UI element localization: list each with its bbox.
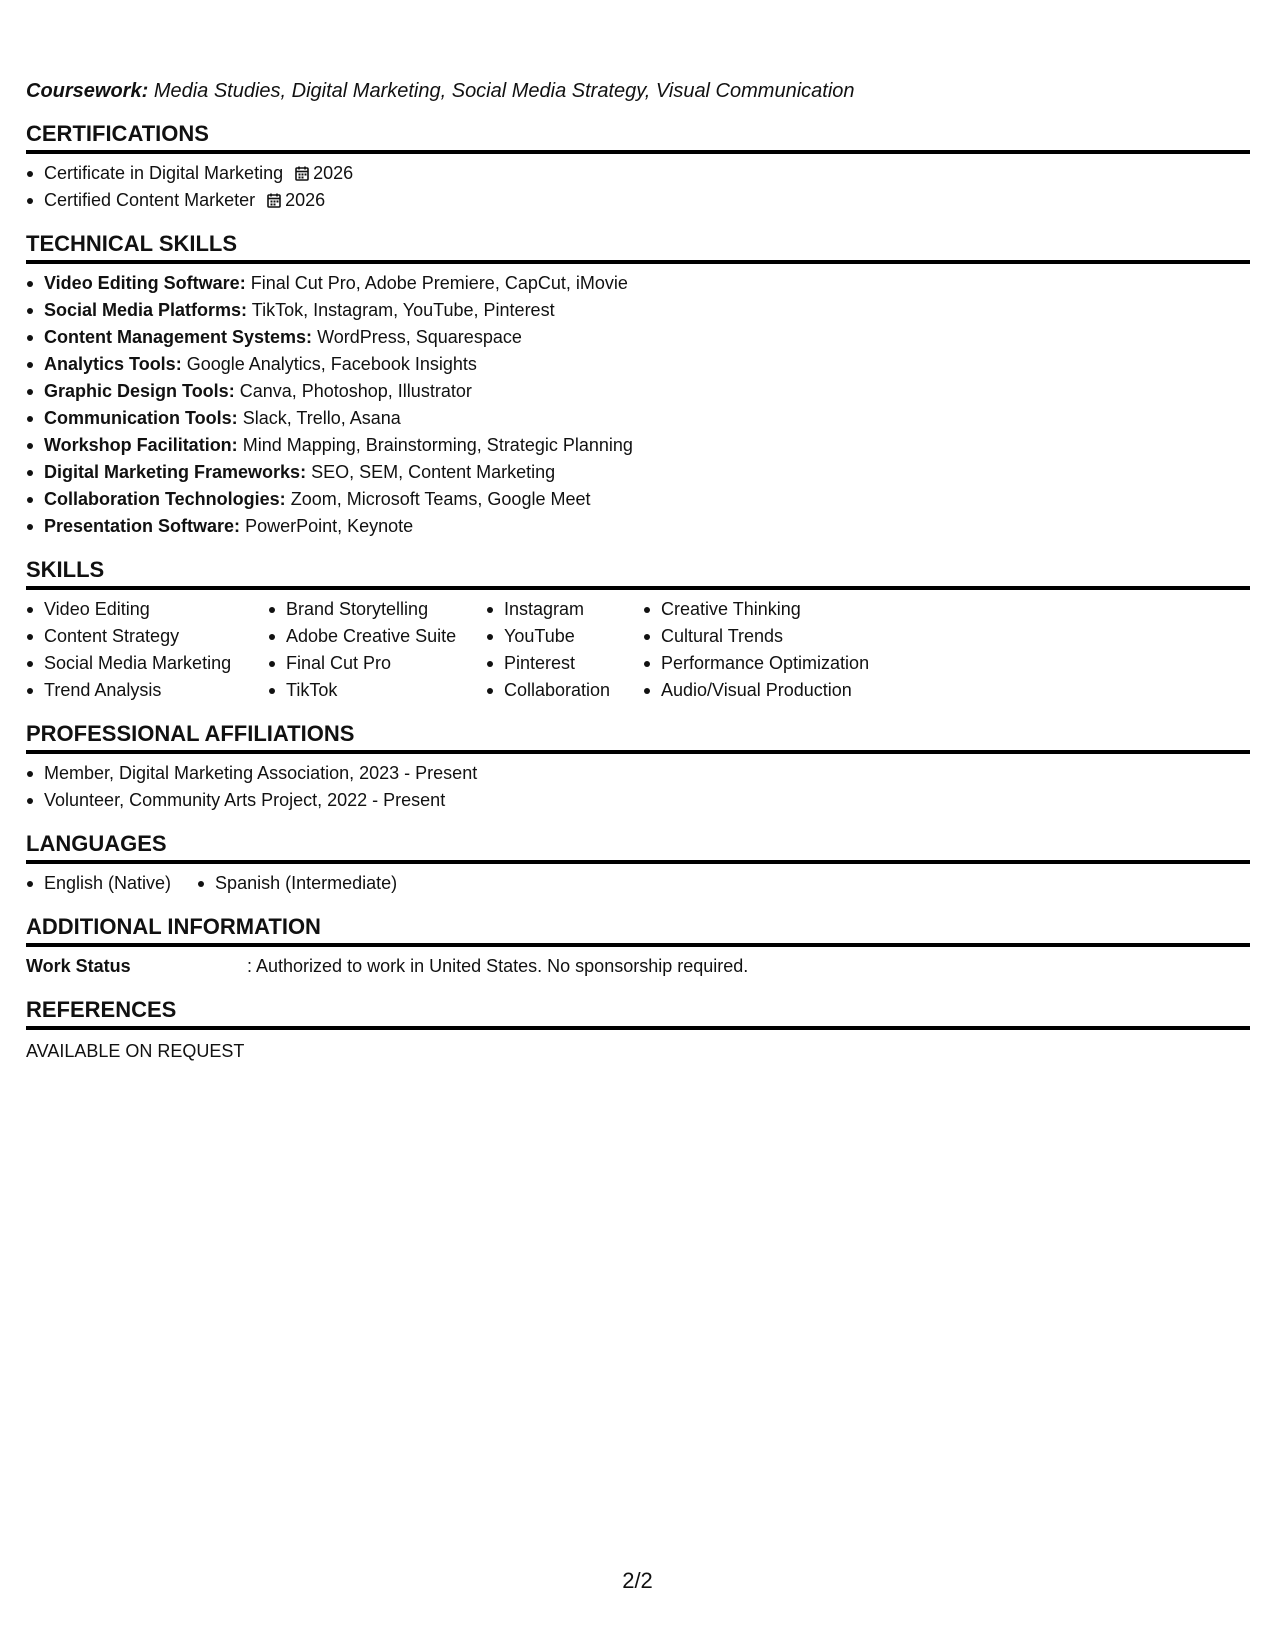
languages-list <box>26 870 423 897</box>
list-item: Audio/Visual Production <box>643 677 903 704</box>
coursework-label: Coursework: <box>26 80 149 102</box>
page-number: 2/2 <box>622 1568 653 1593</box>
affiliations-section <box>26 718 1250 814</box>
skill-values: WordPress, Squarespace <box>317 327 522 347</box>
additional-info-heading: ADDITIONAL INFORMATION <box>26 911 1250 947</box>
skill-values: Mind Mapping, Brainstorming, Strategic Planning <box>242 435 633 455</box>
references-heading: REFERENCES <box>26 994 1250 1030</box>
skills-column <box>643 596 903 704</box>
skill-category: Collaboration Technologies: <box>44 489 286 509</box>
list-item <box>26 405 1250 432</box>
list-item: Collaboration <box>486 677 643 704</box>
list-item <box>26 270 1250 297</box>
list-item: Brand Storytelling <box>268 596 486 623</box>
work-status-value: : Authorized to work in United States. No sponsorship required. <box>247 956 749 976</box>
list-item <box>26 324 1250 351</box>
list-item: Spanish (Intermediate) <box>197 870 397 897</box>
certification-year: 2026 <box>313 163 354 183</box>
list-item: Video Editing <box>26 596 268 623</box>
skill-category: Workshop Facilitation: <box>44 435 238 455</box>
additional-info-section <box>26 911 1250 980</box>
skill-category: Communication Tools: <box>44 408 238 428</box>
calendar-icon <box>267 193 281 208</box>
certification-name: Certificate in Digital Marketing <box>44 163 284 183</box>
languages-row <box>26 870 1250 897</box>
list-item: Final Cut Pro <box>268 650 486 677</box>
resume-content <box>26 76 1250 1079</box>
work-status-row <box>26 953 1250 980</box>
skills-grid <box>26 596 1250 704</box>
skill-category: Video Editing Software: <box>44 273 246 293</box>
list-item <box>26 513 1250 540</box>
list-item: Social Media Marketing <box>26 650 268 677</box>
list-item: Volunteer, Community Arts Project, 2022 - Present <box>26 787 1250 814</box>
list-item: Trend Analysis <box>26 677 268 704</box>
skills-column <box>268 596 486 704</box>
certifications-section <box>26 118 1250 214</box>
list-item: Adobe Creative Suite <box>268 623 486 650</box>
skill-values: PowerPoint, Keynote <box>245 516 414 536</box>
list-item: Creative Thinking <box>643 596 903 623</box>
references-text: AVAILABLE ON REQUEST <box>26 1041 245 1061</box>
certification-name: Certified Content Marketer <box>44 190 256 210</box>
skill-category: Social Media Platforms: <box>44 300 248 320</box>
skills-heading: SKILLS <box>26 554 1250 590</box>
languages-heading: LANGUAGES <box>26 828 1250 864</box>
list-item: Performance Optimization <box>643 650 903 677</box>
skill-values: Final Cut Pro, Adobe Premiere, CapCut, iMovie <box>250 273 628 293</box>
affiliations-heading: PROFESSIONAL AFFILIATIONS <box>26 718 1250 754</box>
list-item <box>26 187 1250 214</box>
skills-column <box>486 596 643 704</box>
list-item <box>26 432 1250 459</box>
list-item <box>26 351 1250 378</box>
skills-section <box>26 554 1250 704</box>
certifications-list <box>26 160 1250 214</box>
skill-values: Slack, Trello, Asana <box>242 408 401 428</box>
skill-category: Content Management Systems: <box>44 327 313 347</box>
list-item <box>26 297 1250 324</box>
skill-values: Google Analytics, Facebook Insights <box>186 354 477 374</box>
skill-values: Canva, Photoshop, Illustrator <box>239 381 472 401</box>
coursework-line <box>26 76 1250 106</box>
technical-skills-list <box>26 270 1250 540</box>
skill-category: Presentation Software: <box>44 516 241 536</box>
languages-section <box>26 828 1250 897</box>
affiliations-list <box>26 760 1250 814</box>
skill-values: Zoom, Microsoft Teams, Google Meet <box>290 489 591 509</box>
list-item <box>26 378 1250 405</box>
work-status-label: Work Status <box>26 956 131 976</box>
list-item: Instagram <box>486 596 643 623</box>
skill-category: Graphic Design Tools: <box>44 381 235 401</box>
skills-column <box>26 596 268 704</box>
list-item: English (Native) <box>26 870 171 897</box>
skill-category: Digital Marketing Frameworks: <box>44 462 307 482</box>
calendar-icon <box>295 166 309 181</box>
list-item: YouTube <box>486 623 643 650</box>
certification-year: 2026 <box>285 190 326 210</box>
list-item: Content Strategy <box>26 623 268 650</box>
list-item: Cultural Trends <box>643 623 903 650</box>
list-item <box>26 486 1250 513</box>
list-item: Member, Digital Marketing Association, 2023 - Present <box>26 760 1250 787</box>
skill-values: TikTok, Instagram, YouTube, Pinterest <box>251 300 555 320</box>
list-item <box>26 459 1250 486</box>
technical-skills-section <box>26 228 1250 540</box>
coursework-value: Media Studies, Digital Marketing, Social Media Strategy, Visual Communication <box>153 80 855 102</box>
list-item <box>26 160 1250 187</box>
references-section <box>26 994 1250 1065</box>
technical-skills-heading: TECHNICAL SKILLS <box>26 228 1250 264</box>
list-item: Pinterest <box>486 650 643 677</box>
skill-category: Analytics Tools: <box>44 354 182 374</box>
list-item: TikTok <box>268 677 486 704</box>
skill-values: SEO, SEM, Content Marketing <box>311 462 556 482</box>
certifications-heading: CERTIFICATIONS <box>26 118 1250 154</box>
